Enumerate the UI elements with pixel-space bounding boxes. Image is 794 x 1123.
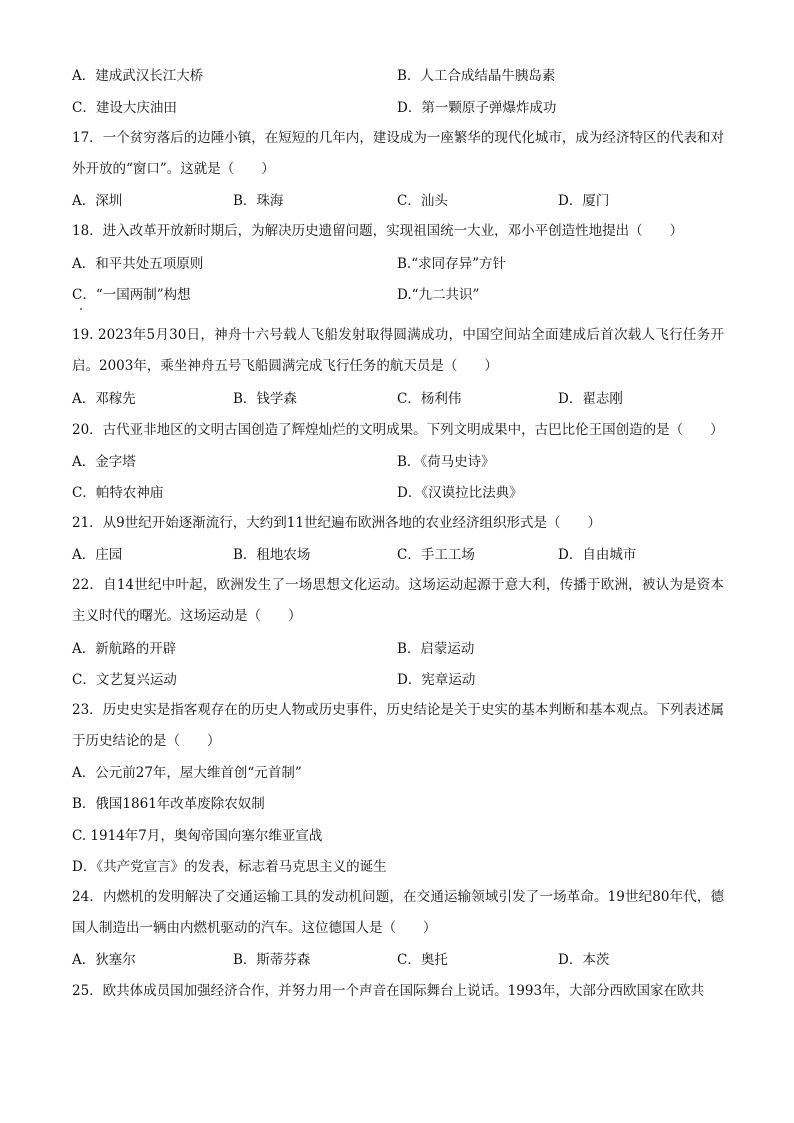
q17-option-c: C．汕头 bbox=[397, 193, 448, 209]
q22-stem: 22．自14世纪中叶起，欧洲发生了一场思想文化运动。这场运动起源于意大利，传播于欧洲，被认为是资本主义时代的曙光。这场运动是（ ） bbox=[72, 577, 724, 624]
q21-option-a: A．庄园 bbox=[72, 547, 123, 563]
q18-option-b: B.“求同存异”方针 bbox=[397, 256, 507, 272]
q16-option-a: A．建成武汉长江大桥 bbox=[72, 68, 204, 84]
q16-option-c: C．建设大庆油田 bbox=[72, 100, 177, 116]
q22-option-c: C．文艺复兴运动 bbox=[72, 672, 177, 688]
q23-option-c: C. 1914年7月，奥匈帝国向塞尔维亚宣战 bbox=[72, 828, 323, 844]
q24-option-c: C．奥托 bbox=[397, 952, 448, 968]
q22-option-b: B．启蒙运动 bbox=[397, 641, 475, 657]
q20-stem: 20．古代亚非地区的文明古国创造了辉煌灿烂的文明成果。下列文明成果中，古巴比伦王国创造的是（ ） bbox=[72, 422, 724, 438]
q25-stem: 25．欧共体成员国加强经济合作，并努力用一个声音在国际舞台上说话。1993年，大部分西欧国家在欧共 bbox=[72, 983, 705, 999]
q19-stem: 19. 2023年5月30日，神舟十六号载人飞船发射取得圆满成功，中国空间站全面建成后首次载人飞行任务开启。2003年，乘坐神舟五号飞船圆满完成飞行任务的航天员是（ ） bbox=[72, 327, 724, 374]
q20-option-b: B．《荷马史诗》 bbox=[397, 454, 495, 470]
q21-option-d: D．自由城市 bbox=[558, 547, 637, 563]
q17-option-b: B．珠海 bbox=[233, 193, 284, 209]
q24-option-b: B．斯蒂芬森 bbox=[233, 952, 311, 968]
q23-option-d: D．《共产党宣言》的发表，标志着马克思主义的诞生 bbox=[72, 859, 387, 875]
q23-option-b: B．俄国1861年改革废除农奴制 bbox=[72, 796, 265, 812]
q18-option-d: D.“九二共识” bbox=[397, 287, 480, 303]
q24-stem: 24．内燃机的发明解决了交通运输工具的发动机问题，在交通运输领域引发了一场革命。19世纪80年代，德国人制造出一辆由内燃机驱动的汽车。这位德国人是（ ） bbox=[72, 889, 724, 936]
q21-option-b: B．租地农场 bbox=[233, 547, 311, 563]
q20-option-d: D．《汉谟拉比法典》 bbox=[397, 485, 523, 501]
q18-option-a: A．和平共处五项原则 bbox=[72, 256, 204, 272]
q24-option-d: D．本茨 bbox=[558, 952, 610, 968]
q23-stem: 23．历史史实是指客观存在的历史人物或历史事件，历史结论是关于史实的基本判断和基本观点。下列表述属于历史结论的是（ ） bbox=[72, 702, 724, 749]
q21-option-c: C．手工工场 bbox=[397, 547, 475, 563]
q18-stem: 18．进入改革开放新时期后，为解决历史遗留问题，实现祖国统一大业，邓小平创造性地提出（ ） bbox=[72, 223, 684, 239]
q22-option-a: A．新航路的开辟 bbox=[72, 641, 177, 657]
q17-option-a: A．深圳 bbox=[72, 193, 123, 209]
q20-option-c: C．帕特农神庙 bbox=[72, 485, 164, 501]
q17-stem: 17．一个贫穷落后的边陲小镇，在短短的几年内，建设成为一座繁华的现代化城市，成为经济特区的代表和对外开放的“窗口”。这就是（ ） bbox=[72, 130, 724, 177]
q19-option-b: B．钱学森 bbox=[233, 391, 297, 407]
q18-option-c: C．“一国两制”构想 bbox=[72, 287, 191, 303]
q16-option-d: D．第一颗原子弹爆炸成功 bbox=[397, 100, 557, 116]
q21-stem: 21．从9世纪开始逐渐流行，大约到11世纪遍布欧洲各地的农业经济组织形式是（ ） bbox=[72, 515, 601, 531]
q19-option-d: D．翟志刚 bbox=[558, 391, 623, 407]
q20-option-a: A．金字塔 bbox=[72, 454, 136, 470]
q19-option-c: C．杨利伟 bbox=[397, 391, 462, 407]
q16-option-b: B．人工合成结晶牛胰岛素 bbox=[397, 68, 556, 84]
q17-option-d: D．厦门 bbox=[558, 193, 610, 209]
q22-option-d: D．宪章运动 bbox=[397, 672, 476, 688]
q19-option-a: A．邓稼先 bbox=[72, 391, 136, 407]
q23-option-a: A．公元前27年，屋大维首创“元首制” bbox=[72, 765, 302, 781]
q24-option-a: A．狄塞尔 bbox=[72, 952, 136, 968]
stray-dot bbox=[80, 308, 82, 310]
